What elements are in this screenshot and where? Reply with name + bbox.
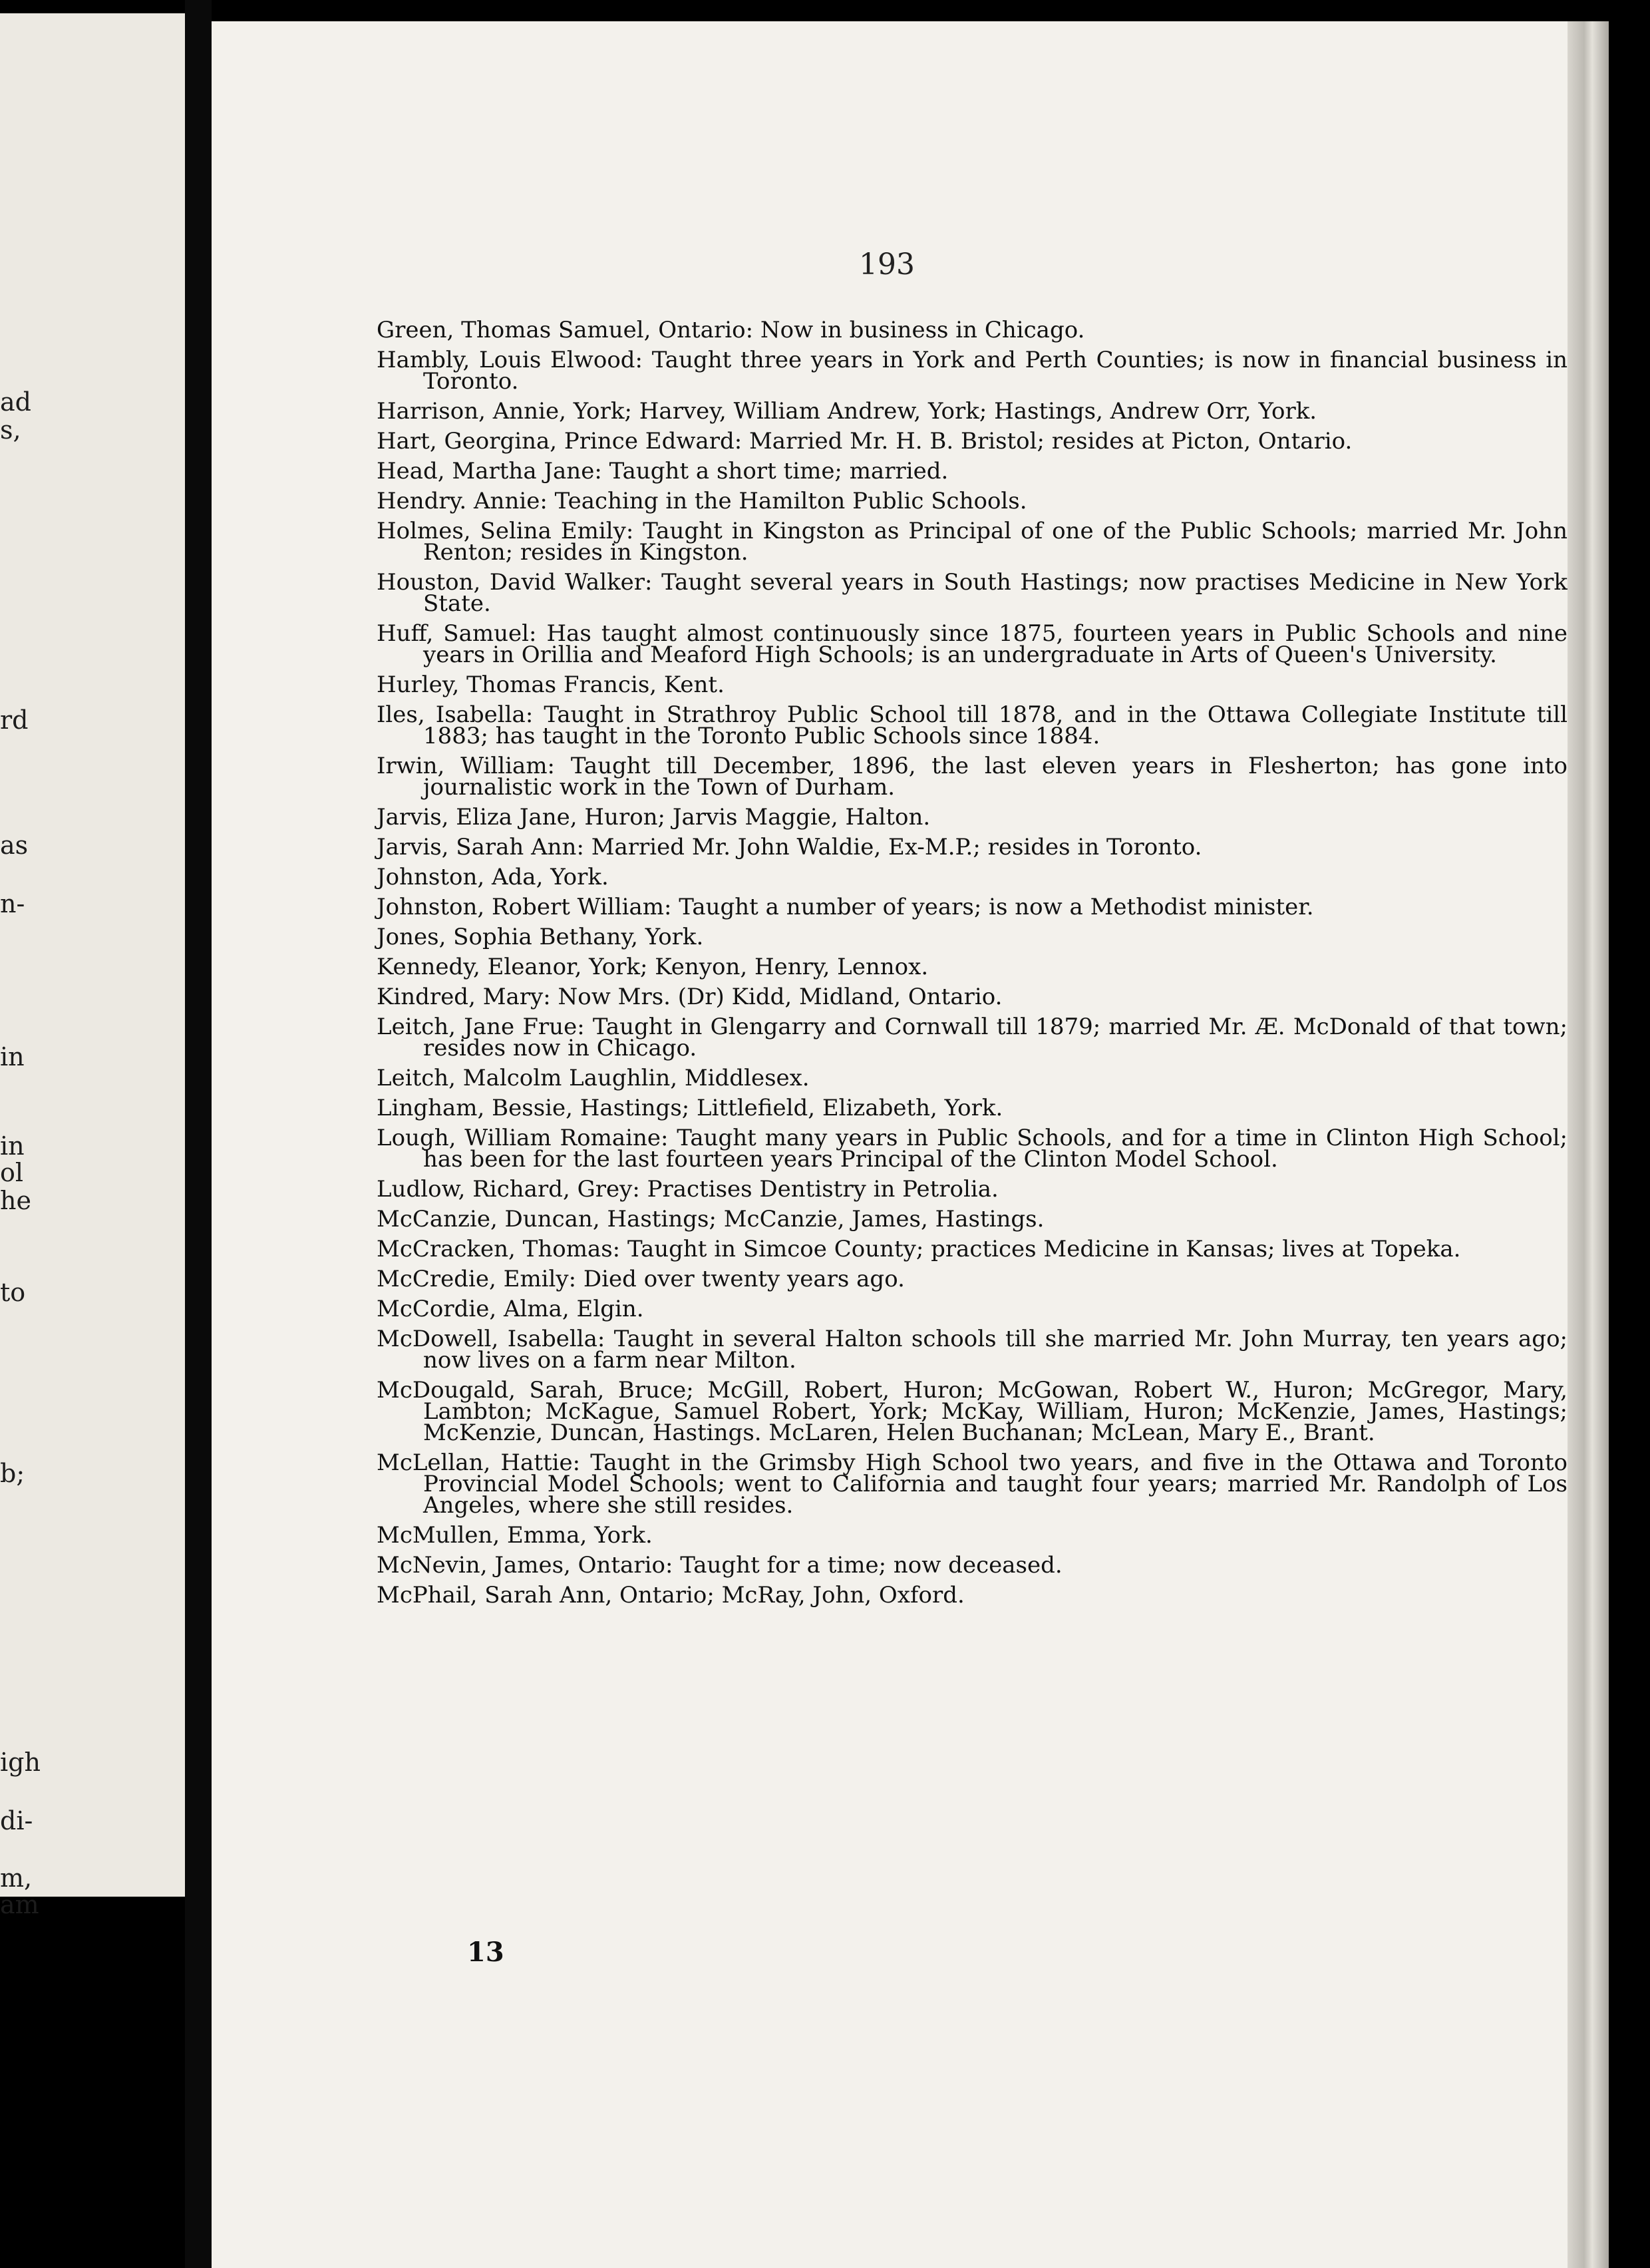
book-gutter (185, 0, 212, 2268)
entry: Lough, William Romaine: Taught many years in Public Schools, and for a time in Clinton High School; has been for the last fourteen years Principal of the Clinton Model School. (377, 1125, 1568, 1173)
facing-page-fragment: b; (0, 1459, 25, 1488)
signature-mark: 13 (467, 1937, 504, 1968)
entry: McMullen, Emma, York. (377, 1522, 653, 1549)
entry: Johnston, Robert William: Taught a number of years; is now a Methodist minister. (377, 894, 1314, 920)
entry: McCanzie, Duncan, Hastings; McCanzie, James, Hastings. (377, 1206, 1045, 1232)
entry: McPhail, Sarah Ann, Ontario; McRay, John, Oxford. (377, 1582, 965, 1608)
entry: Irwin, William: Taught till December, 1896, the last eleven years in Flesherton; has gone into journalistic work in the Town of Durham. (377, 753, 1568, 801)
facing-page-fragment: am (0, 1890, 39, 1919)
page-edge-shadow (1568, 21, 1609, 2268)
entry: Hambly, Louis Elwood: Taught three years in York and Perth Counties; is now in financial business in Toronto. (377, 347, 1568, 395)
entry: McNevin, James, Ontario: Taught for a time; now deceased. (377, 1552, 1063, 1579)
entry: Head, Martha Jane: Taught a short time; married. (377, 458, 949, 484)
entry: Ludlow, Richard, Grey: Practises Dentistry in Petrolia. (377, 1176, 999, 1203)
facing-page-fragment: s, (0, 415, 21, 445)
facing-page-fragment: n- (0, 889, 25, 918)
entry: Lingham, Bessie, Hastings; Littlefield, Elizabeth, York. (377, 1095, 1003, 1121)
facing-page-fragment: m, (0, 1863, 33, 1893)
facing-page-edge (0, 13, 185, 1919)
entry: Green, Thomas Samuel, Ontario: Now in business in Chicago. (377, 317, 1085, 343)
entry: Leitch, Jane Frue: Taught in Glengarry and Cornwall till 1879; married Mr. Æ. McDonald of that town; resides now in Chicago. (377, 1014, 1568, 1061)
entry: Harrison, Annie, York; Harvey, William Andrew, York; Hastings, Andrew Orr, York. (377, 398, 1317, 425)
entry: McDougald, Sarah, Bruce; McGill, Robert, Huron; McGowan, Robert W., Huron; McGregor, Mary, Lambton; McKague, Samuel Robert, York; McKay, William, Huron; McKenzie, James, Hastings; McKenzie, Duncan, Hastings. McLaren, Helen Buchanan; McLean, Mary E., Brant. (377, 1377, 1568, 1446)
entry: Hurley, Thomas Francis, Kent. (377, 671, 725, 698)
entry: Kennedy, Eleanor, York; Kenyon, Henry, Lennox. (377, 954, 929, 980)
entry: Hart, Georgina, Prince Edward: Married Mr. H. B. Bristol; resides at Picton, Ontario. (377, 428, 1353, 455)
facing-page-fragment: ol (0, 1158, 24, 1187)
entry: McCredie, Emily: Died over twenty years ago. (377, 1266, 905, 1292)
facing-page-fragment: to (0, 1278, 26, 1307)
entry: Houston, David Walker: Taught several years in South Hastings; now practises Medicine in New York State. (377, 569, 1568, 617)
facing-page-fragment: ad (0, 387, 31, 417)
facing-page-fragment: igh (0, 1748, 41, 1777)
entry: McCordie, Alma, Elgin. (377, 1296, 644, 1322)
alumni-entry-list (377, 319, 1568, 1614)
facing-page-fragment: in (0, 1042, 25, 1071)
entry: Jarvis, Eliza Jane, Huron; Jarvis Maggie, Halton. (377, 804, 931, 831)
entry: Jones, Sophia Bethany, York. (377, 924, 704, 950)
facing-page-fragment: as (0, 831, 29, 860)
entry: Iles, Isabella: Taught in Strathroy Public School till 1878, and in the Ottawa Collegiate Institute till 1883; has taught in the Toronto Public Schools since 1884. (377, 701, 1568, 749)
entry: Hendry. Annie: Teaching in the Hamilton Public Schools. (377, 488, 1027, 514)
entry: McDowell, Isabella: Taught in several Halton schools till she married Mr. John Murray, ten years ago; now lives on a farm near Milton. (377, 1326, 1568, 1374)
facing-page-fragment: in (0, 1131, 25, 1161)
page-number: 193 (859, 248, 915, 282)
facing-page-fragment: he (0, 1186, 31, 1215)
book-page (212, 21, 1609, 2268)
entry: McLellan, Hattie: Taught in the Grimsby High School two years, and five in the Ottawa and Toronto Provincial Model Schools; went to California and taught four years; married Mr. Randolph of Los Angeles, where she still resides. (377, 1449, 1568, 1519)
entry: Johnston, Ada, York. (377, 864, 609, 890)
entry: Holmes, Selina Emily: Taught in Kingston as Principal of one of the Public Schools; married Mr. John Renton; resides in Kingston. (377, 518, 1568, 566)
entry: Jarvis, Sarah Ann: Married Mr. John Waldie, Ex-M.P.; resides in Toronto. (377, 834, 1202, 860)
entry: Leitch, Malcolm Laughlin, Middlesex. (377, 1065, 810, 1091)
facing-page-fragment: di- (0, 1806, 33, 1835)
facing-page-fragment: rd (0, 705, 29, 735)
entry: McCracken, Thomas: Taught in Simcoe County; practices Medicine in Kansas; lives at Topeka. (377, 1236, 1461, 1262)
entry: Huff, Samuel: Has taught almost continuously since 1875, fourteen years in Public Schools and nine years in Orillia and Meaford High Schools; is an undergraduate in Arts of Queen's University. (377, 620, 1568, 668)
entry: Kindred, Mary: Now Mrs. (Dr) Kidd, Midland, Ontario. (377, 984, 1003, 1010)
